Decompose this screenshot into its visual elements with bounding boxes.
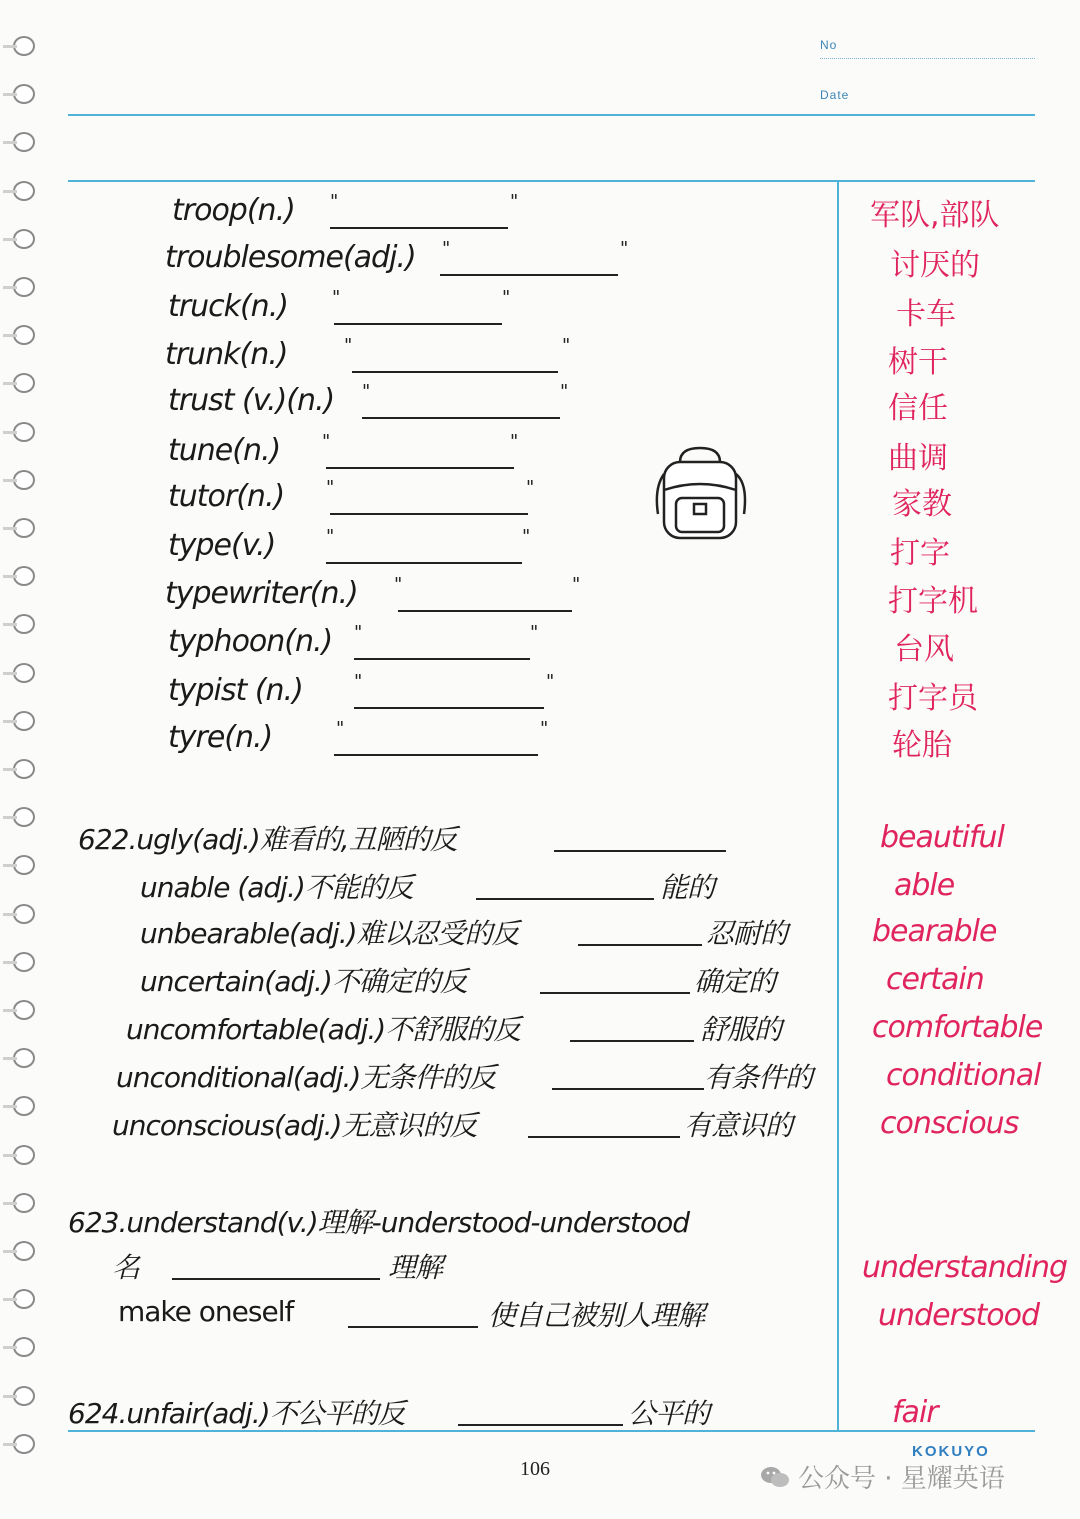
entry-624: 624.unfair(adj.)不公平的反 <box>68 1397 405 1430</box>
top-rule <box>68 180 1035 182</box>
ring-hole <box>13 663 35 683</box>
date-label: Date <box>820 88 850 102</box>
ring-hole <box>13 1434 35 1454</box>
entry-622-row: unbearable(adj.)难以忍受的反 <box>140 917 519 950</box>
answer-blank[interactable] <box>458 1424 623 1426</box>
answer-blank[interactable] <box>440 274 618 276</box>
backpack-icon <box>650 444 750 544</box>
ring-hole <box>13 1289 35 1309</box>
open-quote: " <box>344 335 353 356</box>
word-entry: typewriter(n.) <box>165 576 358 611</box>
answer-word: 卡车 <box>896 297 956 332</box>
entry-623-phrase: make oneself <box>118 1295 294 1328</box>
answer-624: fair <box>892 1395 938 1430</box>
answer-622: able <box>894 868 955 903</box>
answer-blank[interactable] <box>578 944 702 946</box>
ring-hole <box>13 904 35 924</box>
ring-hole <box>13 1048 35 1068</box>
word-entry: typhoon(n.) <box>168 624 333 659</box>
ring-hole <box>13 325 35 345</box>
answer-622: conscious <box>880 1106 1019 1141</box>
word-entry: troop(n.) <box>172 193 295 228</box>
open-quote: " <box>362 381 371 402</box>
entry-622-row: unable (adj.)不能的反 <box>140 871 413 904</box>
answer-blank[interactable] <box>330 513 528 515</box>
entry-622-meaning: 舒服的 <box>700 1013 782 1046</box>
wechat-icon <box>760 1465 790 1489</box>
ring-hole <box>13 1145 35 1165</box>
close-quote: " <box>572 574 581 595</box>
answer-622: conditional <box>886 1058 1041 1093</box>
entry-623-noun-meaning: 理解 <box>388 1251 443 1284</box>
ring-hole <box>13 36 35 56</box>
close-quote: " <box>560 381 569 402</box>
answer-word: 军队,部队 <box>870 198 1000 233</box>
close-quote: " <box>526 477 535 498</box>
close-quote: " <box>562 335 571 356</box>
ring-hole <box>13 1241 35 1261</box>
answer-blank[interactable] <box>354 658 530 660</box>
answer-blank[interactable] <box>354 707 544 709</box>
answer-622: comfortable <box>872 1010 1043 1045</box>
entry-622-meaning: 有条件的 <box>704 1061 813 1094</box>
answer-word: 树干 <box>888 345 948 380</box>
word-entry: troublesome(adj.) <box>165 240 416 275</box>
ring-hole <box>13 1000 35 1020</box>
word-entry: trust (v.)(n.) <box>168 383 335 418</box>
word-entry: tyre(n.) <box>168 720 273 755</box>
entry-622-meaning: 有意识的 <box>684 1109 793 1142</box>
ring-hole <box>13 566 35 586</box>
word-entry: truck(n.) <box>168 289 288 324</box>
ring-hole <box>13 373 35 393</box>
answer-622: certain <box>886 962 984 997</box>
open-quote: " <box>326 477 335 498</box>
word-entry: trunk(n.) <box>165 337 288 372</box>
entry-623-phrase-meaning: 使自己被别人理解 <box>488 1299 705 1332</box>
open-quote: " <box>322 431 331 452</box>
open-quote: " <box>326 526 335 547</box>
entry-622-row: unconscious(adj.)无意识的反 <box>112 1109 477 1142</box>
close-quote: " <box>502 287 511 308</box>
close-quote: " <box>510 191 519 212</box>
answer-word: 曲调 <box>888 441 948 476</box>
answer-blank[interactable] <box>528 1136 680 1138</box>
answer-word: 打字员 <box>888 681 978 716</box>
watermark-text: 公众号 · 星耀英语 <box>798 1464 1005 1494</box>
no-field-line <box>820 58 1035 59</box>
answer-622: beautiful <box>880 820 1004 855</box>
close-quote: " <box>510 431 519 452</box>
answer-622: bearable <box>872 914 997 949</box>
open-quote: " <box>332 287 341 308</box>
ring-hole <box>13 711 35 731</box>
answer-word: 信任 <box>888 391 948 426</box>
answer-blank[interactable] <box>334 754 538 756</box>
word-entry: type(v.) <box>168 528 276 563</box>
answer-blank[interactable] <box>554 850 726 852</box>
word-entry: tutor(n.) <box>168 479 285 514</box>
entry-622-meaning: 能的 <box>660 871 715 904</box>
open-quote: " <box>330 191 339 212</box>
open-quote: " <box>336 718 345 739</box>
answer-word: 讨厌的 <box>890 248 980 283</box>
page-number: 106 <box>520 1458 550 1480</box>
open-quote: " <box>354 622 363 643</box>
answer-blank[interactable] <box>362 417 560 419</box>
ring-hole <box>13 518 35 538</box>
entry-622-row: uncertain(adj.)不确定的反 <box>140 965 467 998</box>
brand-logo: KOKUYO <box>912 1443 990 1460</box>
margin-divider <box>837 180 839 1430</box>
close-quote: " <box>620 238 629 259</box>
answer-word: 打字机 <box>888 584 978 619</box>
word-entry: tune(n.) <box>168 433 281 468</box>
ring-hole <box>13 181 35 201</box>
entry-624-meaning: 公平的 <box>628 1397 710 1430</box>
answer-blank[interactable] <box>172 1278 380 1280</box>
answer-623-noun: understanding <box>862 1250 1068 1285</box>
watermark <box>760 1458 1005 1495</box>
ring-hole <box>13 1386 35 1406</box>
answer-blank[interactable] <box>552 1088 704 1090</box>
answer-623-phrase: understood <box>878 1298 1040 1333</box>
ring-hole <box>13 132 35 152</box>
ring-hole <box>13 952 35 972</box>
entry-623-noun-prefix: 名 <box>112 1251 140 1284</box>
ring-hole <box>13 84 35 104</box>
word-entry: typist (n.) <box>168 673 303 708</box>
answer-word: 打字 <box>890 536 950 571</box>
ring-hole <box>13 422 35 442</box>
answer-blank[interactable] <box>476 898 654 900</box>
entry-622-row: unconditional(adj.)无条件的反 <box>116 1061 496 1094</box>
open-quote: " <box>442 238 451 259</box>
open-quote: " <box>394 574 403 595</box>
answer-blank[interactable] <box>326 562 522 564</box>
answer-blank[interactable] <box>326 467 514 469</box>
answer-blank[interactable] <box>330 227 508 229</box>
answer-blank[interactable] <box>352 371 558 373</box>
entry-622-row: uncomfortable(adj.)不舒服的反 <box>126 1013 521 1046</box>
header-rule <box>68 114 1035 116</box>
answer-blank[interactable] <box>540 992 690 994</box>
answer-word: 轮胎 <box>892 728 952 763</box>
answer-word: 家教 <box>892 487 952 522</box>
answer-blank[interactable] <box>570 1040 694 1042</box>
answer-word: 台风 <box>894 632 954 667</box>
ring-hole <box>13 759 35 779</box>
open-quote: " <box>354 671 363 692</box>
answer-blank[interactable] <box>334 323 502 325</box>
entry-622-meaning: 忍耐的 <box>706 917 788 950</box>
ring-hole <box>13 855 35 875</box>
ring-hole <box>13 229 35 249</box>
close-quote: " <box>530 622 539 643</box>
answer-blank[interactable] <box>348 1326 478 1328</box>
ring-hole <box>13 470 35 490</box>
ring-hole <box>13 614 35 634</box>
close-quote: " <box>546 671 555 692</box>
ring-hole <box>13 1337 35 1357</box>
entry-623-headword: 623.understand(v.)理解-understood-understood <box>68 1206 690 1239</box>
close-quote: " <box>522 526 531 547</box>
entry-622-meaning: 确定的 <box>694 965 776 998</box>
entry-622-row: 622.ugly(adj.)难看的,丑陋的反 <box>78 823 457 856</box>
ring-hole <box>13 1193 35 1213</box>
ring-hole <box>13 807 35 827</box>
answer-blank[interactable] <box>398 610 572 612</box>
close-quote: " <box>540 718 549 739</box>
ring-hole <box>13 1096 35 1116</box>
no-label: No <box>820 38 838 52</box>
ring-hole <box>13 277 35 297</box>
